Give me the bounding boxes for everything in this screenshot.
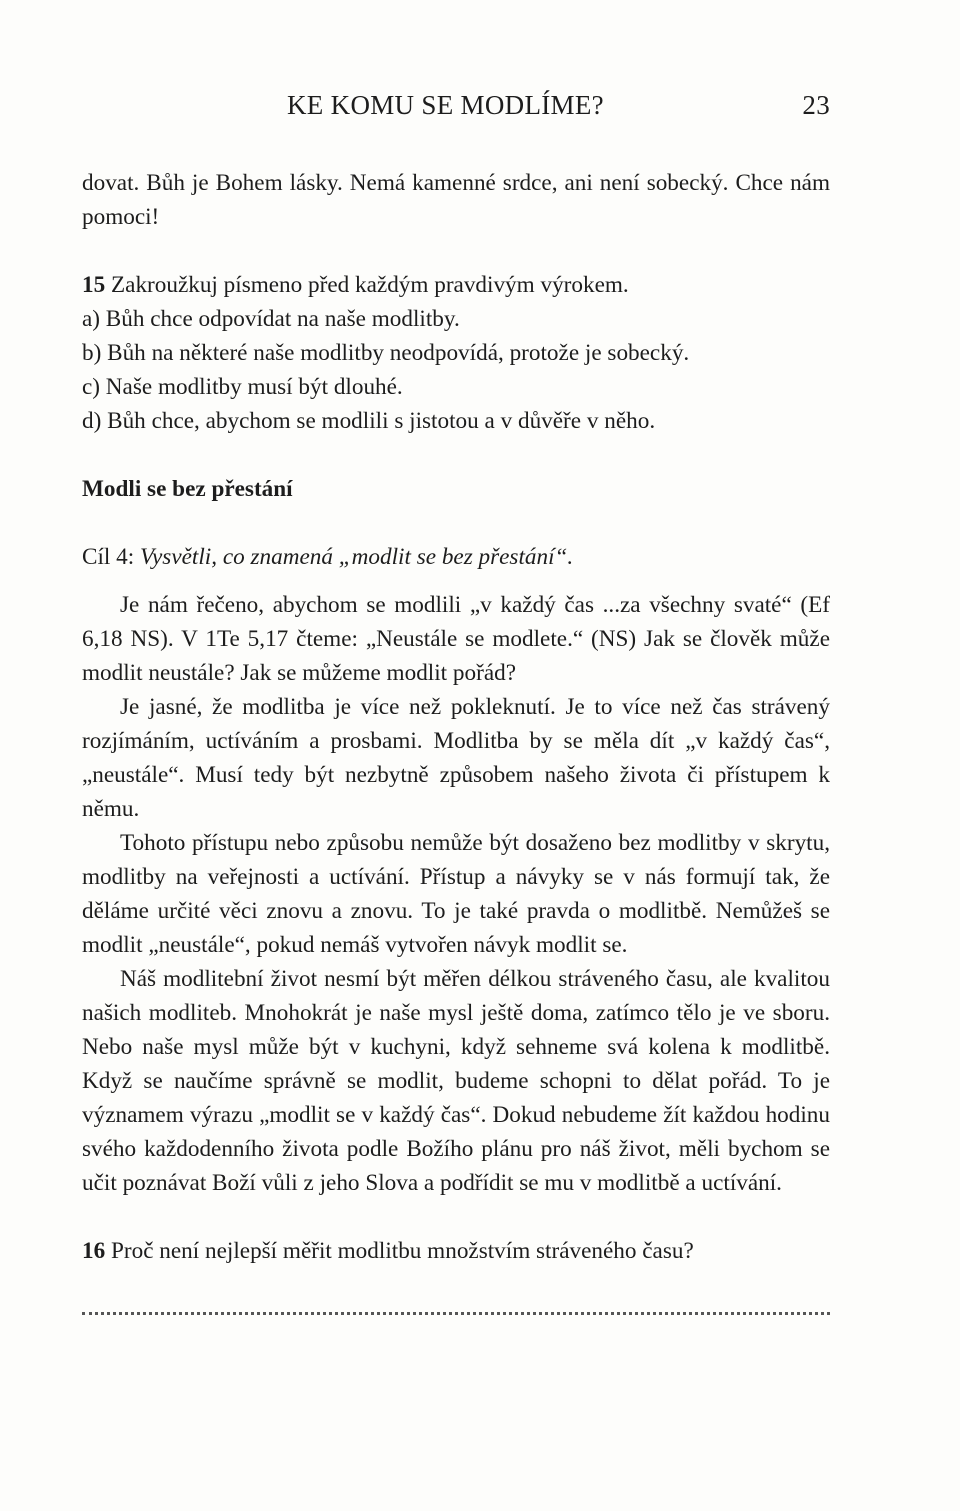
- paragraph-4: Náš modlitební život nesmí být měřen délkou stráveného času, ale kvalitou našich modliteb. Mnohokrát je naše mysl ještě doma, zatímco tělo je ve sboru. Nebo naše mysl může být v kuchyni, když sehneme svá kolena k modlitbě. Když se naučíme správně se modlit, budeme schopni to dělat pořád. To je významem výrazu „modlit se v každý čas“. Dokud nebudeme žít každou hodinu svého každodenního života podle Božího plánu pro náš život, měli bychom se učit poznávat Boží vůli z jeho Slova a podřídit se mu v modlitbě a uctívání.: [82, 966, 830, 1196]
- running-header: [82, 90, 830, 130]
- chapter-title: KE KOMU SE MODLÍME?: [287, 90, 604, 120]
- question-text: Proč není nejlepší měřit modlitbu množstvím stráveného času?: [110, 1238, 694, 1264]
- question-text: Zakroužkuj písmeno před každým pravdivým výrokem.: [110, 272, 629, 298]
- answer-line[interactable]: [82, 1312, 830, 1315]
- spacer: [82, 1200, 830, 1234]
- paragraph-2: Je jasné, že modlitba je více než pokleknutí. Je to více než čas strávený rozjímáním, uctíváním a prosbami. Modlitba by se měla dít „v každý čas“, „neustále“. Musí tedy být nezbytně způsobem našeho života či přístupem k němu.: [82, 694, 830, 822]
- intro-paragraph: dovat. Bůh je Bohem lásky. Nemá kamenné srdce, ani není sobecký. Chce nám pomoci!: [82, 170, 830, 230]
- paragraph-3: Tohoto přístupu nebo způsobu nemůže být dosaženo bez modlitby v skrytu, modlitby na veřejnosti a uctívání. Přístup a návyky se v nás formují tak, že děláme určité věci znovu a znovu. To je také pravda o modlitbě. Nemůžeš se modlit „neustále“, pokud nemáš vytvořen návyk modlit se.: [82, 830, 830, 958]
- paragraph-1: Je nám řečeno, abychom se modlili „v každý čas ...za všechny svaté“ (Ef 6,18 NS). V 1Te 5,17 čteme: „Neustále se modlete.“ (NS) Jak se člověk může modlit neustále? Jak se můžeme modlit pořád?: [82, 592, 830, 686]
- spacer: [82, 574, 830, 588]
- question-15: [82, 268, 830, 302]
- question-16: [82, 1234, 830, 1268]
- section-heading: Modli se bez přestání: [82, 476, 293, 502]
- question-number: 16: [82, 1238, 106, 1264]
- page-number: 23: [802, 90, 830, 120]
- goal-text: Vysvětli, co znamená „modlit se bez přestání“.: [139, 544, 574, 570]
- page-body: [82, 166, 830, 1315]
- question-number: 15: [82, 272, 106, 298]
- option-a: a) Bůh chce odpovídat na naše modlitby.: [82, 306, 460, 332]
- option-c: c) Naše modlitby musí být dlouhé.: [82, 374, 403, 400]
- spacer: [82, 506, 830, 540]
- spacer: [82, 234, 830, 268]
- goal-line: [82, 540, 830, 574]
- option-d: d) Bůh chce, abychom se modlili s jistotou a v důvěře v něho.: [82, 408, 656, 434]
- option-b: b) Bůh na některé naše modlitby neodpovídá, protože je sobecký.: [82, 340, 690, 366]
- goal-label: Cíl 4:: [82, 544, 135, 570]
- spacer: [82, 438, 830, 472]
